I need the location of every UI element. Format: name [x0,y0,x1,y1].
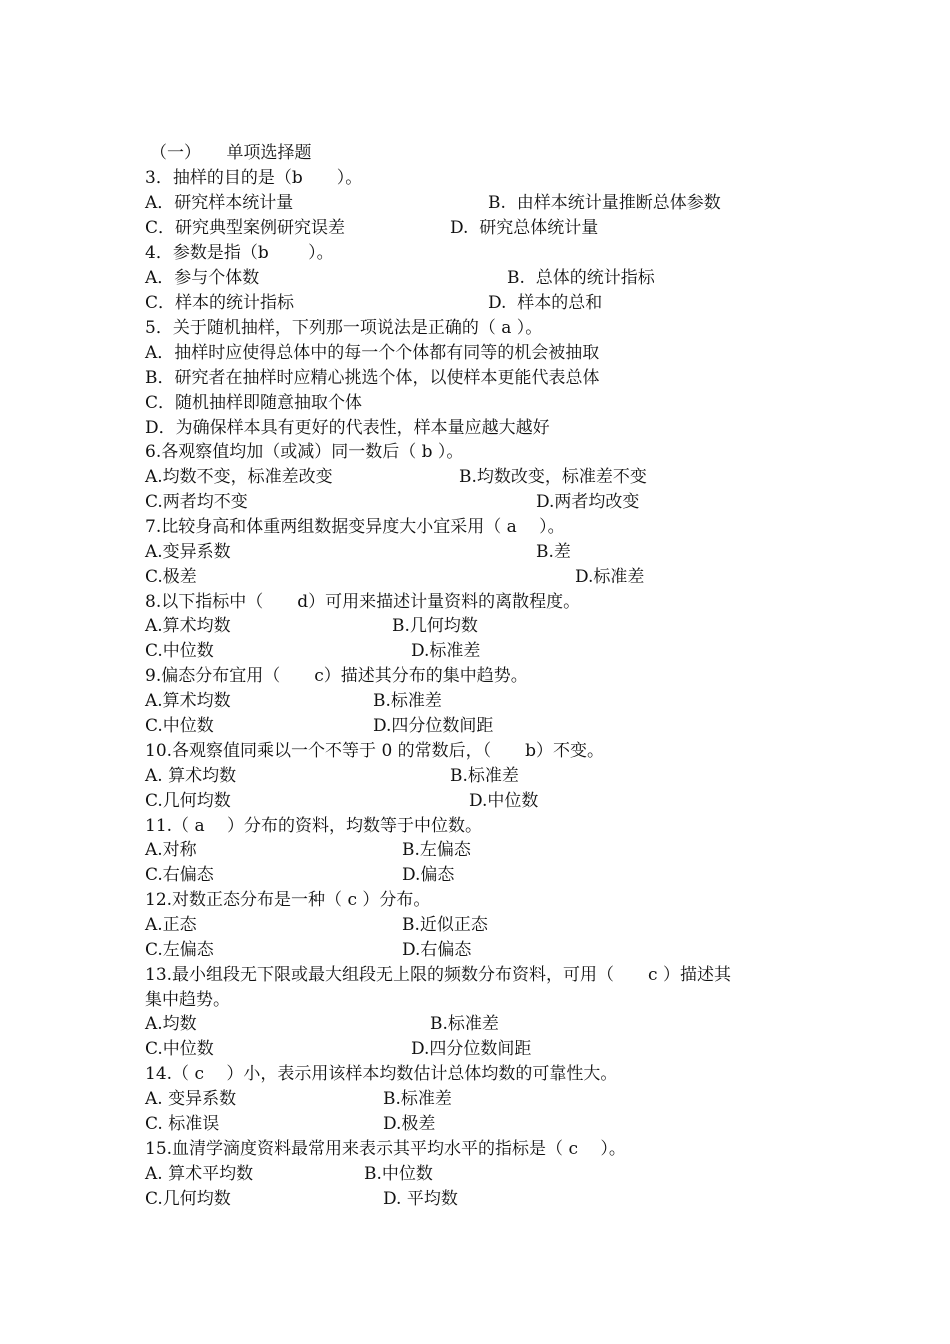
question-11-option-c: C.右偏态 [145,865,214,885]
question-3-option-a: A．研究样本统计量 [145,193,294,213]
question-6-option-b: B.均数改变，标准差不变 [459,467,647,487]
question-15-option-a: A. 算术平均数 [145,1164,254,1184]
question-12-stem: 12.对数正态分布是一种（ c ）分布。 [145,890,431,910]
question-7-stem: 7.比较身高和体重两组数据变异度大小宜采用（ a ）。 [145,517,565,537]
question-10-option-b: B.标准差 [450,766,519,786]
question-8-option-d: D.标准差 [411,641,481,661]
question-14-option-d: D.极差 [383,1114,436,1134]
question-6-stem: 6.各观察值均加（或减）同一数后（ b ）。 [145,442,464,462]
question-3-option-b: B. 由样本统计量推断总体参数 [488,193,721,213]
question-7-option-c: C.极差 [145,567,197,587]
question-13-option-b: B.标准差 [430,1014,499,1034]
question-8-stem: 8.以下指标中（ d）可用来描述计量资料的离散程度。 [145,592,581,612]
question-7-option-a: A.变异系数 [145,542,231,562]
question-10-option-c: C.几何均数 [145,791,231,811]
question-4-option-b: B. 总体的统计指标 [507,268,655,288]
question-11-option-d: D.偏态 [402,865,455,885]
question-8-option-b: B.几何均数 [392,616,478,636]
question-9-option-b: B.标准差 [373,691,442,711]
question-5-stem: 5．关于随机抽样，下列那一项说法是正确的（ a ）。 [145,318,543,338]
question-12-option-c: C.左偏态 [145,940,214,960]
question-9-stem: 9.偏态分布宜用（ c）描述其分布的集中趋势。 [145,666,528,686]
question-5-option-c: C．随机抽样即随意抽取个体 [145,393,363,413]
question-3-option-d: D. 研究总体统计量 [450,218,599,238]
question-7-option-b: B.差 [536,542,571,562]
question-5-option-b: B．研究者在抽样时应精心挑选个体，以使样本更能代表总体 [145,368,600,388]
question-9-option-c: C.中位数 [145,716,214,736]
question-12-option-b: B.近似正态 [402,915,488,935]
question-4-option-d: D. 样本的总和 [488,293,603,313]
question-14-stem: 14.（ c ）小，表示用该样本均数估计总体均数的可靠性大。 [145,1064,618,1084]
question-3-stem: 3．抽样的目的是（b ）。 [145,168,363,188]
question-9-option-a: A.算术均数 [145,691,231,711]
question-4-stem: 4．参数是指（b ）。 [145,243,334,263]
question-11-option-a: A.对称 [145,840,197,860]
section-title: （一） 单项选择题 [150,143,312,163]
question-3-option-c: C．研究典型案例研究误差 [145,218,346,238]
question-6-option-d: D.两者均改变 [536,492,640,512]
question-13-option-a: A.均数 [145,1014,197,1034]
question-13-option-d: D.四分位数间距 [411,1039,532,1059]
question-15-option-d: D. 平均数 [383,1189,458,1209]
question-14-option-c: C. 标准误 [145,1114,220,1134]
question-15-stem: 15.血清学滴度资料最常用来表示其平均水平的指标是（ c ）。 [145,1139,626,1159]
question-14-option-b: B.标准差 [383,1089,452,1109]
question-6-option-c: C.两者均不变 [145,492,248,512]
question-11-option-b: B.左偏态 [402,840,471,860]
question-15-option-b: B.中位数 [364,1164,433,1184]
question-8-option-c: C.中位数 [145,641,214,661]
question-14-option-a: A. 变异系数 [145,1089,237,1109]
question-5-option-d: D．为确保样本具有更好的代表性，样本量应越大越好 [145,418,550,438]
question-13-stem-line1: 13.最小组段无下限或最大组段无上限的频数分布资料，可用（ c ）描述其 [145,965,731,985]
question-4-option-c: C．样本的统计指标 [145,293,295,313]
question-12-option-d: D.右偏态 [402,940,472,960]
question-11-stem: 11.（ a ）分布的资料，均数等于中位数。 [145,816,482,836]
question-7-option-d: D.标准差 [575,567,645,587]
question-6-option-a: A.均数不变，标准差改变 [145,467,333,487]
question-8-option-a: A.算术均数 [145,616,231,636]
question-10-stem: 10.各观察值同乘以一个不等于 0 的常数后，（ b）不变。 [145,741,605,761]
question-10-option-d: D.中位数 [469,791,539,811]
question-13-stem-line2: 集中趋势。 [145,990,230,1010]
question-5-option-a: A．抽样时应使得总体中的每一个个体都有同等的机会被抽取 [145,343,600,363]
question-9-option-d: D.四分位数间距 [373,716,494,736]
question-12-option-a: A.正态 [145,915,197,935]
question-10-option-a: A. 算术均数 [145,766,237,786]
question-13-option-c: C.中位数 [145,1039,214,1059]
question-15-option-c: C.几何均数 [145,1189,231,1209]
question-4-option-a: A．参与个体数 [145,268,260,288]
